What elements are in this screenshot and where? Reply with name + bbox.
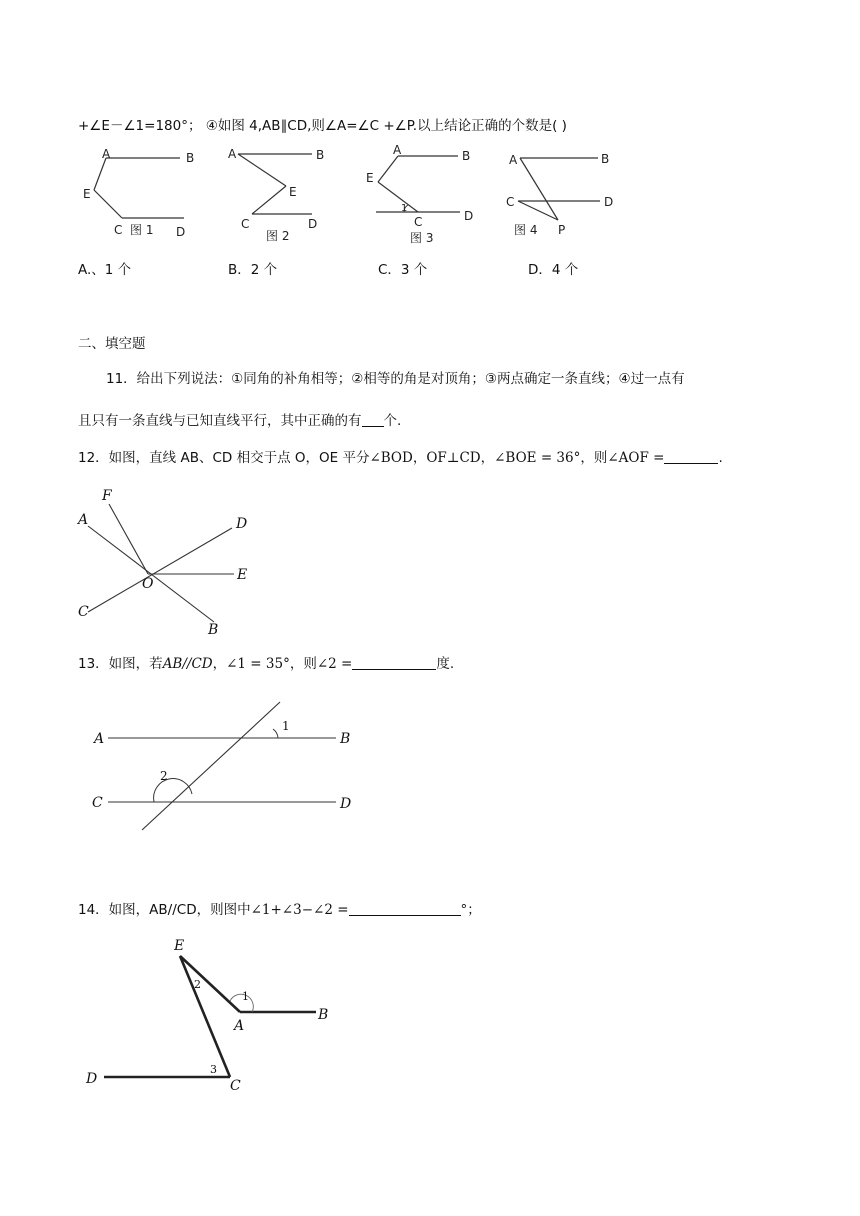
choice-c[interactable]: C．3 个 bbox=[378, 262, 428, 278]
fig4-label-c: C bbox=[506, 195, 515, 209]
q13-prefix: 13．如图，若 bbox=[78, 656, 163, 672]
q12-label-f: F bbox=[102, 488, 112, 504]
fig4-label-d: D bbox=[604, 195, 614, 209]
choice-d[interactable]: D．4 个 bbox=[528, 262, 579, 278]
q11-line-1: 11．给出下列说法：①同角的补角相等；②相等的角是对顶角；③两点确定一条直线；④过一点有 bbox=[106, 371, 685, 387]
q13-mid: ，则 bbox=[289, 656, 317, 672]
fig3-label-e: E bbox=[366, 171, 374, 185]
q10-figure-1 bbox=[80, 148, 200, 243]
q12-label-d: D bbox=[236, 516, 248, 532]
fig2-label-a: A bbox=[228, 147, 237, 161]
fig4-caption: 图 4 bbox=[514, 223, 538, 237]
q12-prefix: 12．如图，直线 AB、CD 相交于点 O，OE 平分 bbox=[78, 450, 370, 466]
q12-label-a: A bbox=[78, 512, 89, 528]
q13-label-c: C bbox=[92, 795, 103, 811]
q13-label-b: B bbox=[340, 731, 351, 747]
choice-b[interactable]: B．2 个 bbox=[228, 262, 278, 278]
q13-math-3: ∠2 = bbox=[316, 656, 353, 672]
q14-label-d: D bbox=[86, 1071, 98, 1087]
q14-label-e: E bbox=[174, 938, 185, 954]
q13-label-a: A bbox=[94, 731, 105, 747]
q12-label-b: B bbox=[208, 622, 219, 638]
fig3-label-1: 1 bbox=[401, 203, 408, 214]
choice-a[interactable]: A.、1 个 bbox=[78, 262, 132, 278]
q12-figure bbox=[74, 486, 264, 636]
q10-figure-4 bbox=[504, 148, 624, 243]
q13-label-d: D bbox=[340, 796, 352, 812]
q13-sep: ， bbox=[212, 656, 227, 672]
fig1-label-b: B bbox=[186, 151, 195, 165]
q12-math-1: ∠BOD bbox=[369, 450, 413, 466]
fig3-label-a: A bbox=[393, 143, 402, 157]
q12-math-2: OF⊥CD bbox=[426, 450, 481, 466]
q14-label-3: 3 bbox=[210, 1063, 217, 1076]
q14-math-1: ∠1+∠3−∠2 = bbox=[250, 902, 349, 918]
q12-label-c: C bbox=[78, 604, 89, 620]
q13-math-2: ∠1 = 35° bbox=[226, 656, 290, 672]
q10-figure-3 bbox=[362, 140, 482, 250]
q14-label-1: 1 bbox=[242, 990, 249, 1003]
q14-label-2: 2 bbox=[194, 978, 201, 991]
q11-answer-blank[interactable] bbox=[362, 412, 384, 427]
q12-math-3: ∠BOE = 36° bbox=[494, 450, 581, 466]
q12-math-4: ∠AOF = bbox=[607, 450, 665, 466]
q13-end: 度. bbox=[436, 656, 455, 672]
fig3-label-c: C bbox=[414, 215, 423, 229]
fig1-caption: 图 1 bbox=[130, 223, 154, 237]
fig2-label-c: C bbox=[241, 217, 250, 231]
q13-answer-blank[interactable] bbox=[352, 655, 436, 670]
q14-end: °； bbox=[460, 902, 481, 918]
q11-line-2 bbox=[78, 409, 401, 429]
q12-question bbox=[78, 446, 723, 466]
q12-label-o: O bbox=[142, 576, 154, 592]
fig3-label-d: D bbox=[464, 209, 474, 223]
q13-label-1: 1 bbox=[282, 719, 290, 733]
fig2-label-d: D bbox=[308, 217, 318, 231]
q12-sep-1: ， bbox=[412, 450, 427, 466]
fig1-label-d: D bbox=[176, 225, 186, 239]
fig2-label-b: B bbox=[316, 148, 325, 162]
fig4-label-p: P bbox=[558, 223, 566, 237]
q13-math-1: AB//CD bbox=[162, 656, 213, 672]
fig3-caption: 图 3 bbox=[410, 231, 434, 245]
q14-answer-blank[interactable] bbox=[349, 901, 461, 916]
q10-statement-tail: +∠E－∠1=180°； ④如图 4,AB∥CD,则∠A=∠C +∠P.以上结论正确的个数是( ) bbox=[78, 118, 567, 134]
q12-end: . bbox=[718, 450, 723, 466]
q12-answer-blank[interactable] bbox=[664, 449, 718, 464]
q11-text: 且只有一条直线与已知直线平行，其中正确的有 bbox=[78, 413, 362, 429]
q11-end: 个. bbox=[383, 413, 402, 429]
q14-label-c: C bbox=[230, 1078, 241, 1094]
q14-prefix: 14．如图，AB//CD，则图中 bbox=[78, 902, 251, 918]
fig1-label-c: C bbox=[114, 223, 123, 237]
fig4-label-a: A bbox=[509, 153, 518, 167]
q13-label-2: 2 bbox=[160, 769, 168, 783]
fig4-label-b: B bbox=[601, 152, 610, 166]
fig2-label-e: E bbox=[289, 185, 297, 199]
section-heading: 二、填空题 bbox=[78, 336, 146, 352]
q12-label-e: E bbox=[237, 567, 248, 583]
q14-label-a: A bbox=[234, 1018, 245, 1034]
fig2-caption: 图 2 bbox=[266, 229, 290, 243]
q13-question bbox=[78, 652, 454, 672]
q10-figure-2 bbox=[226, 144, 346, 244]
q14-question bbox=[78, 898, 481, 918]
q12-sep-2: ， bbox=[480, 450, 495, 466]
fig1-label-e: E bbox=[83, 187, 91, 201]
q12-mid: ，则 bbox=[580, 450, 608, 466]
fig3-label-b: B bbox=[462, 149, 471, 163]
fig1-label-a: A bbox=[102, 147, 111, 161]
q14-figure bbox=[80, 932, 350, 1097]
q13-figure bbox=[88, 698, 368, 838]
q14-label-b: B bbox=[318, 1007, 329, 1023]
